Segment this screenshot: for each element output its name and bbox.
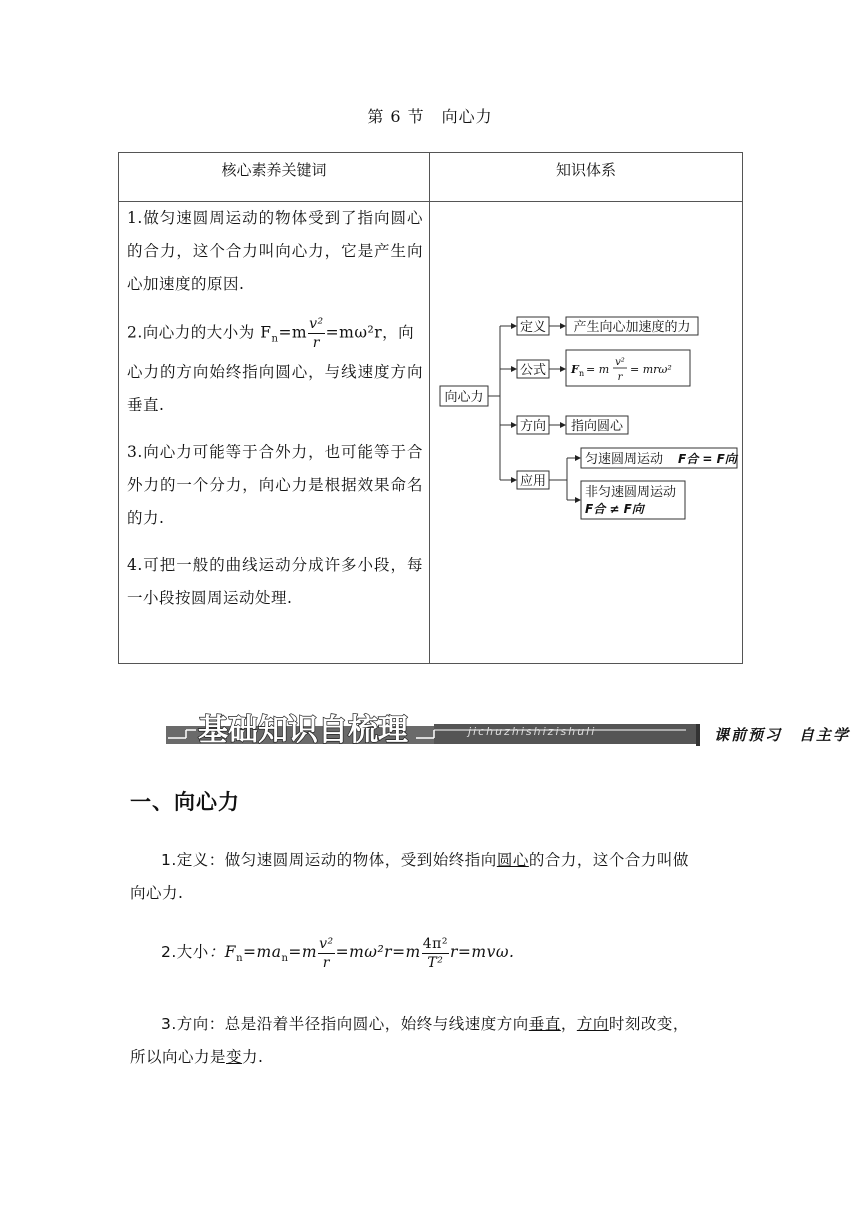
- svg-text:= mrω²: = mrω²: [630, 363, 672, 376]
- app1-eq: F合 = F向: [678, 452, 737, 466]
- page-title: 第 6 节 向心力: [367, 107, 493, 126]
- section-heading: 一、向心力: [130, 790, 240, 814]
- branch-definition: 定义: [519, 320, 547, 335]
- branch-formula: 公式: [519, 363, 547, 378]
- branch-direction: 方向: [519, 419, 547, 434]
- svg-text:v²: v²: [615, 357, 625, 368]
- summary-table: [118, 152, 743, 664]
- branch-application: 应用: [519, 474, 547, 489]
- banner-pinyin: jichuzhishizishuli: [468, 725, 597, 738]
- svg-text:= m: = m: [586, 363, 610, 376]
- banner-heading: 基础知识自梳理: [198, 713, 408, 746]
- keyword-item-1: 1.做匀速圆周运动的物体受到了指向圆心的合力，这个合力叫向心力，它是产生向心加速度的原因.: [127, 209, 423, 293]
- magnitude-paragraph: 2.大小：$F_n=ma_n=m$ $\frac{\text{v²}}{r}$ =mω²r=m $\frac{\text{4π²}}{\text{T²}}$ r=mvω.: [161, 935, 515, 971]
- direction-text: 指向圆心: [570, 419, 624, 434]
- keyword-item-3: 3.向心力可能等于合外力，也可能等于合外力的一个分力，向心力是根据效果命名的力.: [127, 442, 423, 527]
- direction-paragraph: 3.方向：总是沿着半径指向圆心，始终与线速度方向垂直，方向时刻改变， 所以向心力是变力.: [130, 1015, 689, 1066]
- banner-tag: 课前预习 自主学: [714, 726, 851, 744]
- definition-text: 产生向心加速度的力: [573, 320, 691, 335]
- svg-text:r: r: [617, 372, 623, 383]
- knowledge-diagram: [430, 202, 743, 659]
- app2-eq: F合 ≠ F向: [585, 502, 644, 516]
- keyword-item-4: 4.可把一般的曲线运动分成许多小段，每一小段按圆周运动处理.: [127, 555, 423, 607]
- knowledge-diagram-cell: [430, 202, 743, 664]
- app1-text: 匀速圆周运动: [585, 452, 664, 467]
- definition-paragraph: 1.定义：做匀速圆周运动的物体，受到始终指向圆心的合力，这个合力叫做 向心力.: [130, 851, 689, 902]
- svg-text:F: F: [571, 363, 579, 376]
- keywords-cell: [119, 202, 430, 664]
- keyword-item-2: 2.向心力的大小为 $F_n=m$ $\frac{\text{v²}}{r}$ =mω²r，向 心力的方向始终指向圆心，与线速度方向垂直.: [127, 316, 423, 414]
- col2-header: 知识体系: [430, 153, 743, 202]
- svg-text:n: n: [579, 369, 585, 378]
- col1-header: 核心素养关键词: [119, 153, 430, 202]
- section-banner: [166, 710, 860, 746]
- app2-text: 非匀速圆周运动: [585, 485, 677, 500]
- root-label: 向心力: [444, 390, 484, 405]
